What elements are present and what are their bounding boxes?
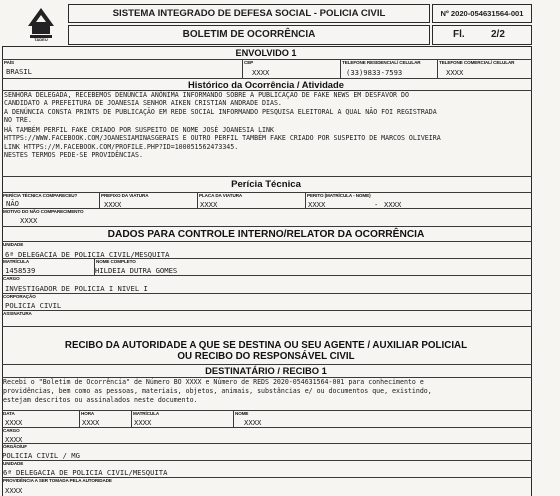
historico-line: LINK HTTPS://M.FACEBOOK.COM/PROFILE.PHP?ID=100051562473345. — [4, 143, 239, 151]
pericia-title: Perícia Técnica — [231, 179, 301, 190]
providencia-label: PROVIDÊNCIA A SER TOMADA PELA AUTORIDADE — [3, 478, 112, 483]
orgao-value: POLICIA CIVIL / MG — [2, 451, 80, 460]
recibo-nome-label: NOME — [235, 411, 249, 416]
historico-line: SENHORA DELEGADA, RECEBEMOS DENÚNCIA ANÔNIMA INFORMANDO SOBRE A PUBLICAÇÃO DE FAKE NEWS EM DESFAVOR DO — [4, 91, 409, 99]
perito-separator: - — [374, 200, 379, 209]
assinatura-label: ASSINATURA — [3, 311, 32, 316]
cep-label: CEP — [244, 60, 254, 65]
unidade-label: UNIDADE — [3, 242, 24, 247]
pais-label: PAÍS — [4, 60, 14, 65]
recibo-cargo-value: XXXX — [5, 435, 23, 444]
perito-label: PERITO (MATRÍCULA - NOME) — [307, 193, 371, 198]
nome-value: HILDEIA DUTRA GOMES — [95, 266, 178, 275]
compareceu-value: NÃO — [6, 199, 19, 208]
recibo-cargo-label: CARGO — [3, 428, 20, 433]
prefixo-value: XXXX — [104, 200, 122, 209]
placa-label: PLACA DA VIATURA — [199, 193, 243, 198]
prefixo-label: PREFIXO DA VIATURA — [101, 193, 149, 198]
cargo-label: CARGO — [3, 276, 20, 281]
pais-value: BRASIL — [6, 67, 32, 76]
report-number-box — [432, 4, 532, 23]
historico-line: A DENÚNCIA CONSTA PRINTS DE PUBLICAÇÃO EM REDE SOCIAL INFORMANDO PESQUISA ELEITORAL A QUAL NÃO FOI REGISTRADA — [4, 108, 437, 116]
hora-value: XXXX — [82, 418, 100, 427]
matricula-label: MATRÍCULA — [3, 259, 30, 264]
recibo-line: estejam descritos ou assinalados neste documento. — [3, 396, 198, 404]
sheet-value: 2/2 — [491, 29, 505, 40]
motivo-label: MOTIVO DO NÃO COMPARECIMENTO — [3, 209, 84, 214]
sheet-label: Fl. — [453, 29, 465, 40]
doc-title-box — [68, 25, 430, 45]
recibo-line: providências, bem como as pessoas, materiais, objetos, animais, substâncias e/ ou documentos que, existindo, — [3, 387, 432, 395]
perito-nome: XXXX — [384, 200, 402, 209]
data-value: XXXX — [5, 418, 23, 427]
envolvido-title: ENVOLVIDO 1 — [235, 48, 297, 58]
system-title: SISTEMA INTEGRADO DE DEFESA SOCIAL - POLICIA CIVIL — [112, 8, 386, 19]
report-number: Nº 2020-054631564-001 — [440, 9, 524, 18]
controle-title: DADOS PARA CONTROLE INTERNO/RELATOR DA OCORRÊNCIA — [107, 229, 425, 240]
corporacao-value: POLICIA CIVIL — [5, 301, 62, 310]
historico-line: NO TRE. — [4, 116, 32, 124]
providencia-value: XXXX — [5, 486, 23, 495]
perito-mat: XXXX — [308, 200, 326, 209]
historico-line: HÁ TAMBÉM PERFIL FAKE CRIADO POR SUSPEITO DE NOME JOSÉ JOANESIA LINK — [4, 126, 274, 134]
recibo-title-line2: OU RECIBO DO RESPONSÁVEL CIVIL — [177, 351, 355, 362]
recibo-matricula-label: MATRÍCULA — [133, 411, 160, 416]
recibo-line: Recebi o "Boletim de Ocorrência" de Número BO XXXX e Número de REDS 2020-054631564-001 para conhecimento e — [3, 378, 424, 386]
recibo-nome-value: XXXX — [244, 418, 262, 427]
placa-value: XXXX — [200, 200, 218, 209]
recibo-unidade-value: 6ª DELEGACIA DE POLICIA CIVIL/MESQUITA — [3, 468, 168, 477]
doc-title: BOLETIM DE OCORRÊNCIA — [182, 29, 316, 40]
tel-res-value: (33)9833-7593 — [346, 68, 403, 77]
matricula-value: 1458539 — [5, 266, 36, 275]
recibo-title-line1: RECIBO DA AUTORIDADE A QUE SE DESTINA OU SEU AGENTE / AUXILIAR POLICIAL — [64, 340, 468, 351]
cargo-value: INVESTIGADOR DE POLICIA I NIVEL I — [5, 284, 148, 293]
historico-line: NESTES TERMOS PEDE-SE PROVIDÊNCIAS. — [4, 151, 143, 159]
orgao-label: ÓRGÃO/UF — [3, 444, 27, 449]
data-label: DATA — [3, 411, 15, 416]
recibo-matricula-value: XXXX — [134, 418, 152, 427]
hora-label: HORA — [81, 411, 95, 416]
compareceu-label: PERÍCIA TÉCNICA COMPARECEU? — [3, 193, 78, 198]
police-emblem-logo — [24, 6, 58, 42]
logo-caption: TADEU — [34, 37, 48, 42]
historico-title: Histórico da Ocorrência / Atividade — [188, 79, 344, 90]
historico-line: CANDIDATO A PREFEITURA DE JOANESIA SENHOR AIKEN CRISTIAN ANDRADE DIAS. — [4, 99, 282, 107]
corporacao-label: CORPORAÇÃO — [3, 294, 36, 299]
nome-label: NOME COMPLETO — [96, 259, 136, 264]
tel-com-label: TELEFONE COMERCIAL/ CELULAR — [439, 60, 515, 65]
motivo-value: XXXX — [20, 216, 38, 225]
recibo-unidade-label: UNIDADE — [3, 461, 24, 466]
cep-value: XXXX — [252, 68, 270, 77]
historico-line: HTTPS://WWW.FACEBOOK.COM/JOANESIAMINASGERAIS E OUTRO PERFIL TAMBÉM FAKE CRIADO POR SUSPEITO DE MARCOS OLIVEIRA — [4, 134, 441, 142]
system-title-box — [68, 4, 430, 23]
unidade-value: 6ª DELEGACIA DE POLICIA CIVIL/MESQUITA — [5, 250, 170, 259]
tel-res-label: TELEFONE RESIDENCIAL/ CELULAR — [342, 60, 421, 65]
destinatario-title: DESTINATÁRIO / RECIBO 1 — [205, 365, 327, 376]
tel-com-value: XXXX — [446, 68, 464, 77]
sheet-number-box — [432, 25, 532, 45]
